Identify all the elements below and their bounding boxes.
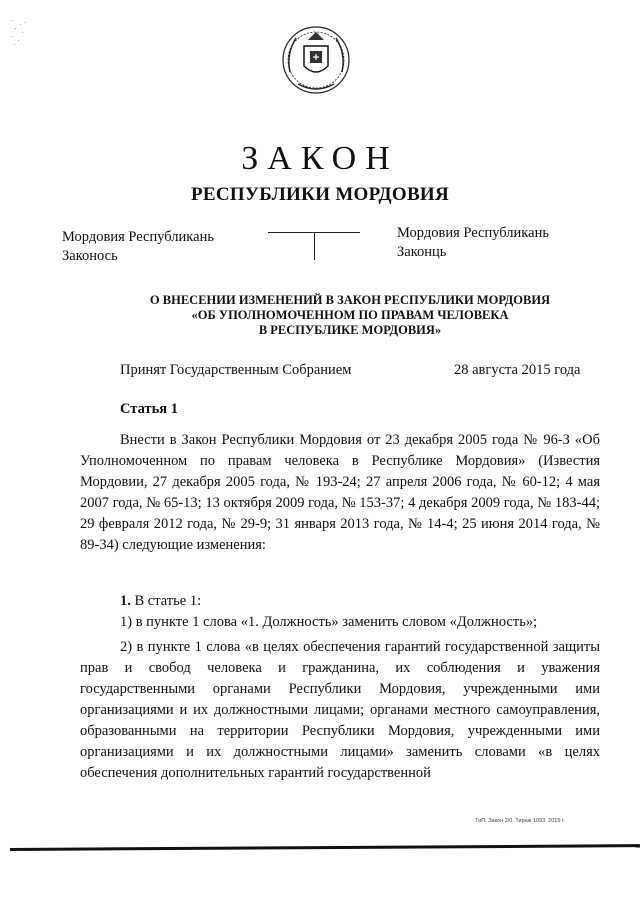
moksha-title-line-2: Законось <box>62 248 118 264</box>
heading-line-3: В РЕСПУБЛИКЕ МОРДОВИЯ» <box>258 323 442 337</box>
adopted-by: Принят Государственным Собранием <box>120 362 352 378</box>
law-subtitle: РЕСПУБЛИКИ МОРДОВИЯ <box>190 184 450 205</box>
article-paragraph-1: Внести в Закон Республики Мордовия от 23 декабря 2005 года № 96-З «Об Уполномоченном по правам человека в Республике Мордовия» (Известия Мордовии, 27 декабря 2005 года, № 193-24; 27 апреля 2006 года, № 60-12; 4 мая 2007 года, № 65-13; 13 октября 2009 года, № 153-37; 4 декабря 2009 года, № 183-44; 29 февраля 2012 года, № 29-9; 31 января 2013 года, № 14-4; 25 июня 2014 года, № 89-34) следующие изменения: <box>80 432 600 553</box>
heading-line-1: О ВНЕСЕНИИ ИЗМЕНЕНИЙ В ЗАКОН РЕСПУБЛИКИ МОРДОВИЯ <box>149 293 551 307</box>
item-1-subitem-2: 2) в пункте 1 слова «в целях обеспечения гарантий государственной защиты прав и свобод человека и гражданина, их соблюдения и уважения государственными органами Республики Мордовия, учрежденными ими организациями и их должностными лицами; органами местного самоуправления, образованными на территории Республики Мордовия, учрежденными ими организациями и их должностными лицами» заменить словами «в целях обеспечения дополнительных гарантий государственной <box>80 639 600 781</box>
item-1-text: В статье 1: <box>130 593 202 609</box>
erzya-title-line-2: Законць <box>397 244 447 260</box>
item-1-number: 1. <box>120 593 131 609</box>
erzya-title-line-1: Мордовия Республикань <box>397 225 549 241</box>
page-bottom-rule <box>10 844 640 851</box>
title-divider-vertical <box>314 232 315 260</box>
moksha-title-block <box>62 228 214 266</box>
heading-line-2: «ОБ УПОЛНОМОЧЕННОМ ПО ПРАВАМ ЧЕЛОВЕКА <box>191 308 509 322</box>
print-footer-note: ТиП. Закон 2/0. Тираж 1093. 2015 г. <box>475 818 565 824</box>
coat-of-arms-emblem <box>276 18 356 98</box>
erzya-title-block <box>397 224 549 262</box>
scan-artifact-marks <box>8 18 38 48</box>
item-1 <box>120 593 201 610</box>
adopted-date: 28 августа 2015 года <box>454 362 581 378</box>
item-1-subitem-1: 1) в пункте 1 слова «1. Должность» заменить словом «Должность»; <box>120 614 538 630</box>
law-heading <box>100 293 600 338</box>
moksha-title-line-1: Мордовия Республикань <box>62 229 214 245</box>
law-title: ЗАКОН <box>241 140 399 177</box>
article-title: Статья 1 <box>120 401 178 417</box>
